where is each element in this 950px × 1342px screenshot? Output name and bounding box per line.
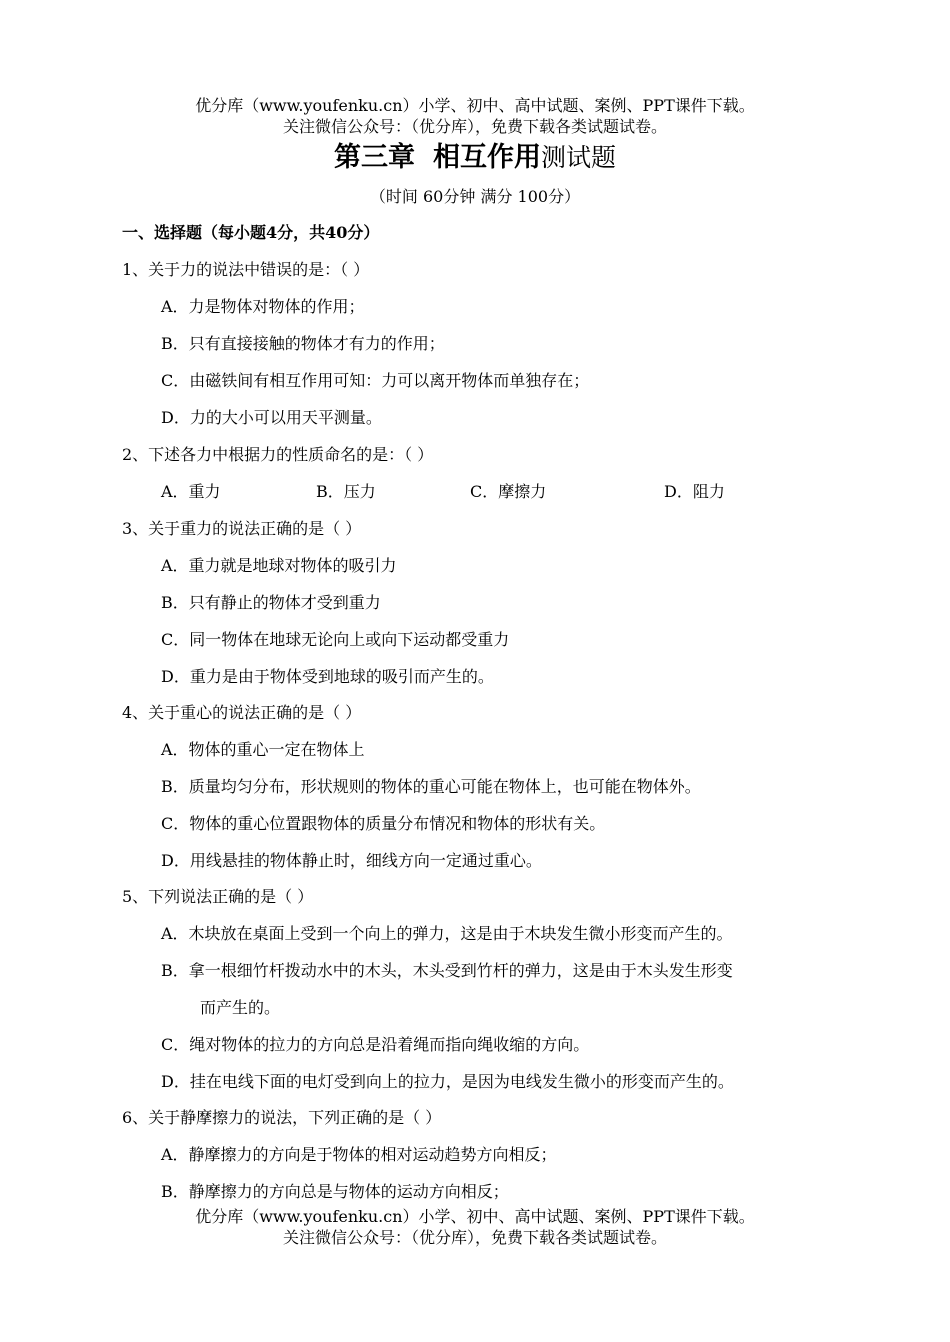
- question-4-option-d: D．用线悬挂的物体静止时，细线方向一定通过重心。: [161, 851, 542, 870]
- question-5-option-c: C．绳对物体的拉力的方向总是沿着绳而指向绳收缩的方向。: [161, 1035, 590, 1054]
- header-line-2: 关注微信公众号：（优分库），免费下载各类试题试卷。: [282, 117, 667, 136]
- question-1-option-b: B．只有直接接触的物体才有力的作用；: [161, 334, 445, 353]
- title-chapter: 第三章: [333, 142, 415, 173]
- question-2-option-d: D．阻力: [664, 482, 725, 501]
- question-4-option-c: C．物体的重心位置跟物体的质量分布情况和物体的形状有关。: [161, 814, 606, 833]
- question-4-option-a: A．物体的重心一定在物体上: [161, 740, 365, 759]
- header-line-1: 优分库（www.youfenku.cn）小学、初中、高中试题、案例、PPT课件下载。: [195, 96, 755, 115]
- question-4-stem: 4、关于重心的说法正确的是（ ）: [122, 703, 362, 722]
- question-2-option-c: C．摩擦力: [470, 482, 547, 501]
- question-1-option-d: D．力的大小可以用天平测量。: [161, 408, 382, 427]
- question-5-stem: 5、下列说法正确的是（ ）: [122, 887, 314, 906]
- question-6-option-a: A．静摩擦力的方向是于物体的相对运动趋势方向相反；: [161, 1145, 557, 1164]
- question-3-option-d: D．重力是由于物体受到地球的吸引而产生的。: [161, 667, 494, 686]
- question-5-option-b-continuation: 而产生的。: [200, 998, 281, 1017]
- exam-info: （时间 60分钟 满分 100分）: [369, 187, 581, 206]
- footer-line-2: 关注微信公众号：（优分库），免费下载各类试题试卷。: [282, 1228, 667, 1247]
- question-3-stem: 3、关于重力的说法正确的是（ ）: [122, 519, 362, 538]
- question-6-option-b: B．静摩擦力的方向总是与物体的运动方向相反；: [161, 1182, 509, 1201]
- question-5-option-b: B．拿一根细竹杆拨动水中的木头，木头受到竹杆的弹力，这是由于木头发生形变: [161, 961, 733, 980]
- question-6-stem: 6、关于静摩擦力的说法，下列正确的是（ ）: [122, 1108, 442, 1127]
- question-1-option-a: A．力是物体对物体的作用；: [161, 297, 365, 316]
- section-heading: 一、选择题（每小题4分，共40分）: [122, 223, 380, 242]
- question-1-option-c: C．由磁铁间有相互作用可知：力可以离开物体而单独存在；: [161, 371, 590, 390]
- title-topic: 相互作用: [432, 142, 541, 173]
- question-3-option-b: B．只有静止的物体才受到重力: [161, 593, 381, 612]
- question-5-option-a: A．木块放在桌面上受到一个向上的弹力，这是由于木块发生微小形变而产生的。: [161, 924, 733, 943]
- question-2-stem: 2、下述各力中根据力的性质命名的是：（ ）: [122, 445, 434, 464]
- question-5-option-d: D．挂在电线下面的电灯受到向上的拉力，是因为电线发生微小的形变而产生的。: [161, 1072, 734, 1091]
- question-4-option-b: B．质量均匀分布，形状规则的物体的重心可能在物体上，也可能在物体外。: [161, 777, 701, 796]
- footer-line-1: 优分库（www.youfenku.cn）小学、初中、高中试题、案例、PPT课件下载。: [195, 1207, 755, 1226]
- question-1-stem: 1、关于力的说法中错误的是：（ ）: [122, 260, 370, 279]
- question-3-option-c: C．同一物体在地球无论向上或向下运动都受重力: [161, 630, 510, 649]
- title-suffix: 测试题: [540, 143, 616, 172]
- page-title: [0, 140, 950, 176]
- question-2-option-b: B．压力: [316, 482, 376, 501]
- question-2-option-a: A．重力: [161, 482, 221, 501]
- question-3-option-a: A．重力就是地球对物体的吸引力: [161, 556, 397, 575]
